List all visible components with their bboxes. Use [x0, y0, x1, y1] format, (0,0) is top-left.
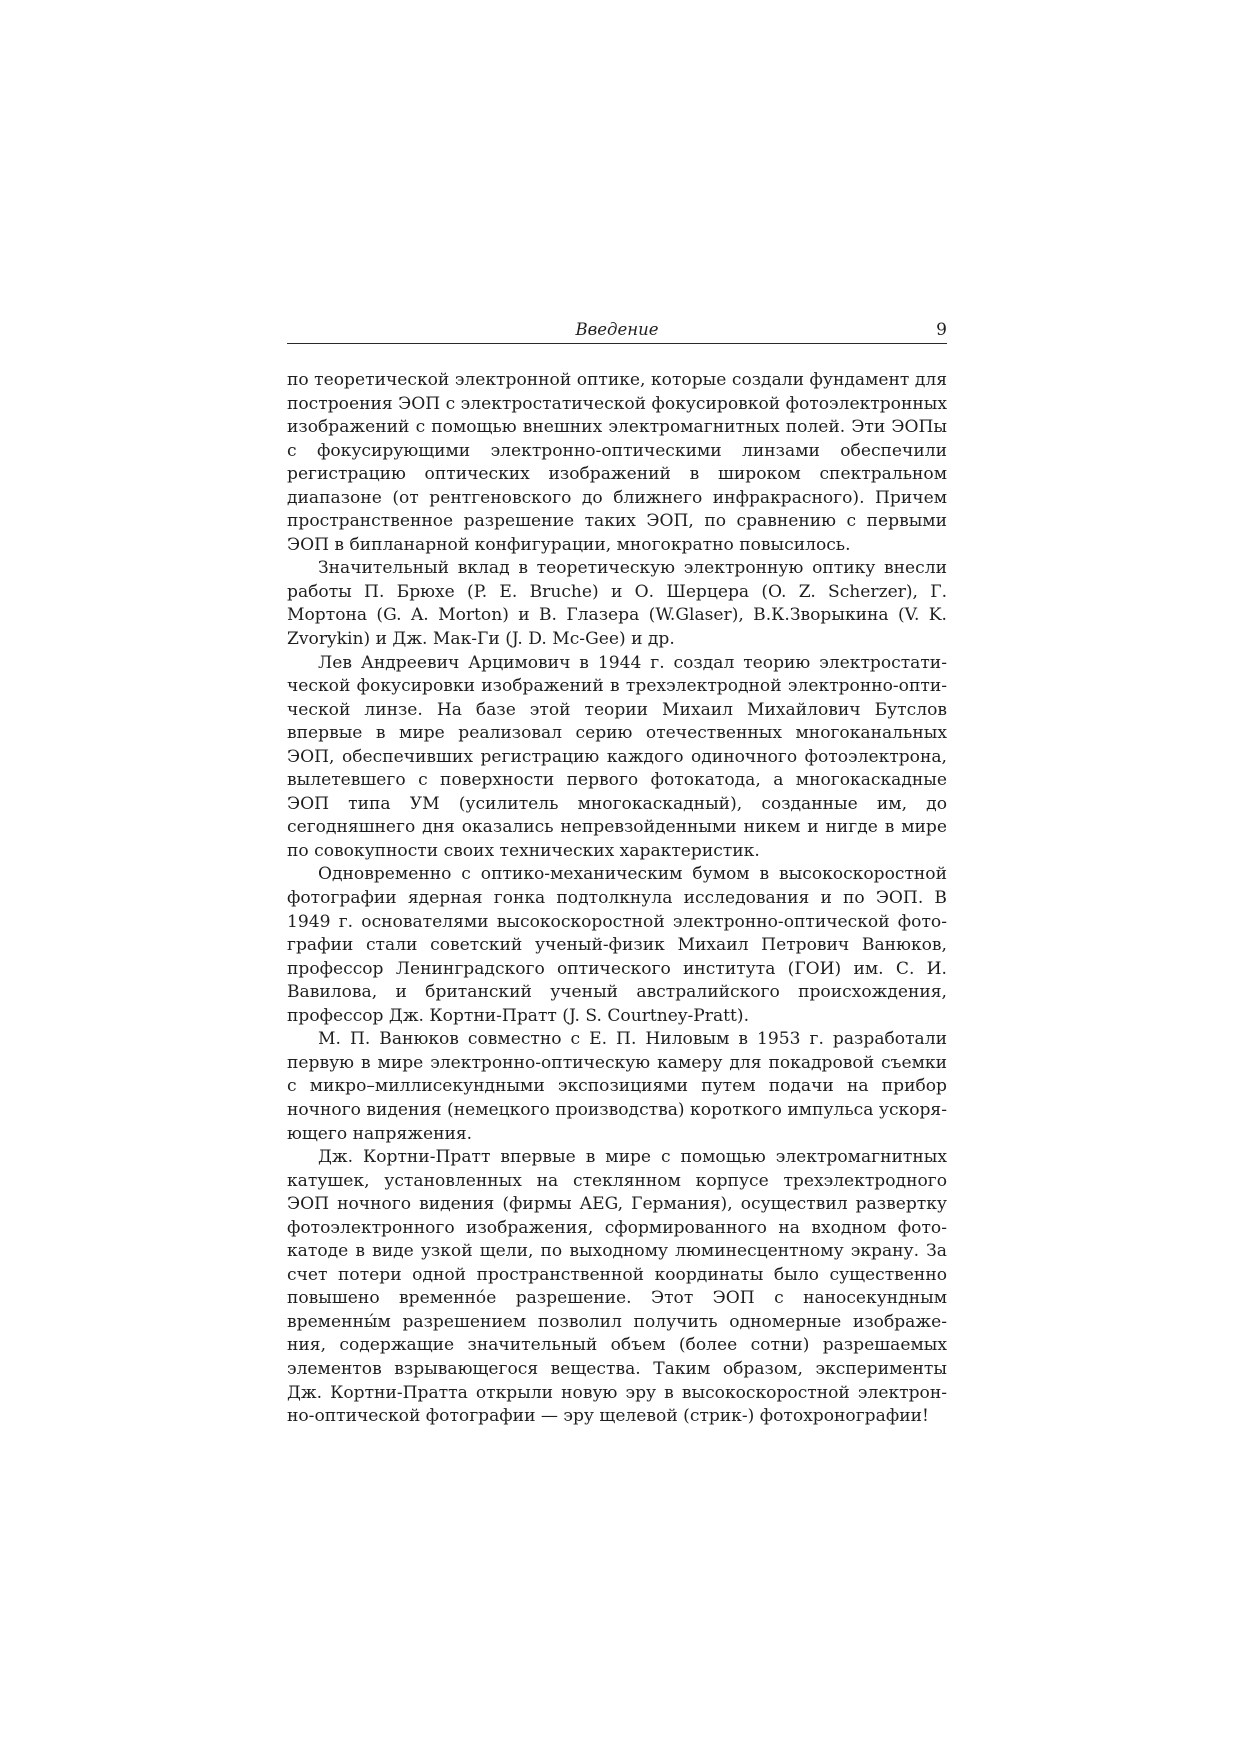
- paragraph: Значительный вклад в теоретическую электронную оптику внесли работы П. Брюхе (P. E. Bruche) и О. Шерцера (O. Z. Scherzer), Г. Мортона (G. A. Morton) и В. Глазера (W.Glaser), В.К.Зворыкина (V. K. Zvorykin) и Дж. Мак-Ги (J. D. Mc-Gee) и др.: [287, 558, 947, 650]
- running-title: Введение: [575, 320, 659, 339]
- running-head: [287, 319, 947, 344]
- page-number: 9: [936, 320, 947, 340]
- body-text: [287, 369, 947, 1429]
- paragraph: по теоретической электронной оптике, которые создали фундамент для построения ЭОП с электростатической фокусировкой фотоэлектронных изображений с помощью внешних электромагнитных полей. Эти ЭОПы с фокусирующими электронно-оптическими линзами обеспечили регистрацию оптических изображений в широком спектральном диапазоне (от рентгеновского до ближнего инфракрасного). Причем пространственное разрешение таких ЭОП, по сравнению с первыми ЭОП в бипланарной конфигурации, многократно повысилось.: [287, 370, 947, 555]
- paragraph: М. П. Ванюков совместно с Е. П. Ниловым в 1953 г. разработали первую в мире электронно-оптическую камеру для покадровой съемки с микро–миллисекундными экспозициями путем подачи на прибор ночного видения (немецкого производства) короткого импульса ускоряющего напряжения.: [287, 1029, 947, 1144]
- paragraph: Одновременно с оптико-механическим бумом в высокоскоростной фотографии ядерная гонка подтолкнула исследования и по ЭОП. В 1949 г. основателями высокоскоростной электронно-оптической фотографии стали советский ученый-физик Михаил Петрович Ванюков, профессор Ленинградского оптического института (ГОИ) им. С. И. Вавилова, и британский ученый австралийского происхождения, профессор Дж. Кортни-Пратт (J. S. Courtney-Pratt).: [287, 864, 947, 1026]
- paragraph: Лев Андреевич Арцимович в 1944 г. создал теорию электростатической фокусировки изображений в трехэлектродной электронно-оптической линзе. На базе этой теории Михаил Михайлович Бутслов впервые в мире реализовал серию отечественных многоканальных ЭОП, обеспечивших регистрацию каждого одиночного фотоэлектрона, вылетевшего с поверхности первого фотокатода, а многокаскадные ЭОП типа УМ (усилитель многокаскадный), созданные им, до сегодняшнего дня оказались непревзойденными никем и нигде в мире по совокупности своих технических характеристик.: [287, 652, 947, 861]
- paragraph: Дж. Кортни-Пратт впервые в мире с помощью электромагнитных катушек, установленных на стеклянном корпусе трехэлектродного ЭОП ночного видения (фирмы AEG, Германия), осуществил развертку фотоэлектронного изображения, сформированного на входном фотокатоде в виде узкой щели, по выходному люминесцентному экрану. За счет потери одной пространственной координаты было существенно повышено временно́е разрешение. Этот ЭОП с наносекундным временны́м разрешением позволил получить одномерные изображения, содержащие значительный объем (более сотни) разрешаемых элементов взрывающегося вещества. Таким образом, эксперименты Дж. Кортни-Пратта открыли новую эру в высокоскоростной электронно-оптической фотографии — эру щелевой (стрик-) фотохронографии!: [287, 1147, 947, 1427]
